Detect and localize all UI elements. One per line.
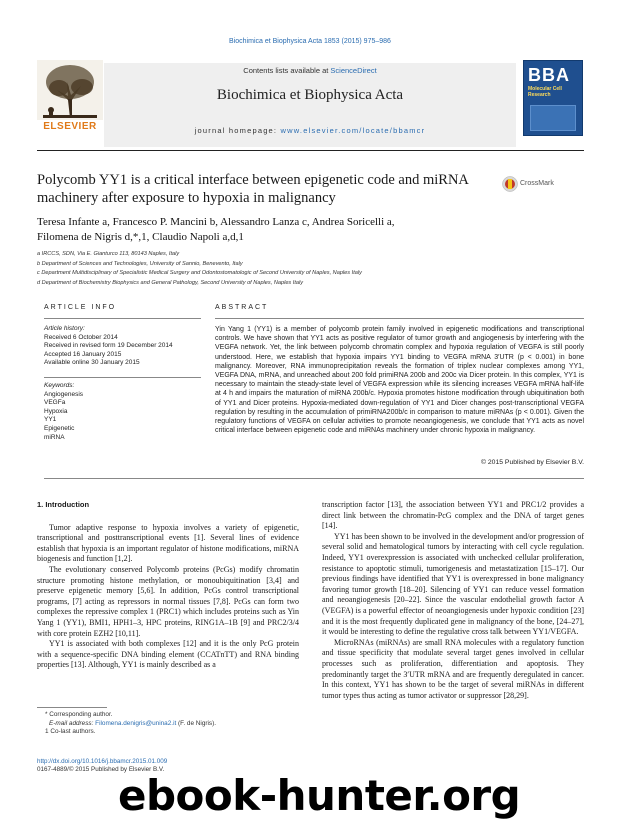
contents-line [104,66,516,75]
journal-cover-image [523,60,583,136]
history-item: Received 6 October 2014 [44,333,118,341]
authors-line: Teresa Infante a, Francesco P. Mancini b, Alessandro Lanza c, Andrea Soricelli a, [37,216,395,228]
keyword-item: VEGFa [44,399,66,407]
keyword-item: YY1 [44,416,57,424]
crossmark-label[interactable]: CrossMark [520,180,554,187]
affiliation-item: d Department of Biochemistry Biophysics and General Pathology, Second University of Naples, Naples Italy [37,279,304,286]
intro-heading: 1. Introduction [37,500,90,509]
history-label: Article history: [44,325,85,332]
affiliations [37,250,587,288]
abstract-text: Yin Yang 1 (YY1) is a member of polycomb protein family involved in epigenetic modifications and transcriptional controls. We have shown that YY1 acts as positive regulator of tumor growth and angiogenesis by interfering with the VEGFA network. Yet, the link between polycomb chromatin complex and hypoxia regulation of VEGFA is still poorly understood. Here, we establish that hypoxia impairs YY1 binding to VEGFA mRNA 3′UTR (p < 0.001) in bone malignancy. Moreover, RNA immunoprecipitation reveals the formation of triplex nuclear complexes among YY1, VEGFA DNA, mRNA, and unreached about 200 fold primiRNA 200b and 200c via Dicer protein. In this complex, YY1 is necessary to maintain the steady-state level of VEGFA expression while its silencing increases VEGFA mRNA half-life at 4 h and impairs the maturation of miRNA 200b/c. Hypoxia promotes histone modification through ubiquitination both of YY1 and Dicer proteins. Hypoxia-mediated down-regulation of YY1 and Dicer changes post-transcriptional VEGFA regulation by resulting in the accumulation of primiRNA200b/c in comparison to mature miRNAs (p < 0.001). Given the regulatory functions of VEGFA on cellular activities to promote neoangiogenesis, we conclude that YY1 acts as novel critical interface between epigenetic code and miRNAs machinery under chronic hypoxia in malignancy. [215,326,584,435]
elsevier-wordmark: ELSEVIER [43,121,97,132]
abstract-copyright: © 2015 Published by Elsevier B.V. [481,459,584,466]
history-item: Accepted 16 January 2015 [44,350,122,358]
sciencedirect-link[interactable]: ScienceDirect [330,66,377,75]
issn-line: 0167-4889/© 2015 Published by Elsevier B.V. [37,766,165,774]
footnotes [37,711,299,737]
right-column [322,500,584,701]
body-paragraph: transcription factor [13], the association between YY1 and PRC1/2 provides a direct link between the chromatin-PcG complex and the DNA of target genes [14]. [322,500,584,531]
abstract-bottom-rule [44,478,584,479]
article-info-heading: ARTICLE INFO [44,304,117,311]
homepage-prefix: journal homepage: [194,126,281,135]
cover-subtitle: Molecular Cell Research [528,86,562,98]
info-rule [44,318,201,319]
footnote-rule [37,707,107,708]
email-suffix: (F. de Nigris). [176,719,217,727]
keyword-item: miRNA [44,433,65,441]
article-history [44,325,204,368]
abstract-heading: ABSTRACT [215,304,269,311]
authors-line: Filomena de Nigris d,*,1, Claudio Napoli a,d,1 [37,231,244,243]
journal-homepage [104,126,516,135]
affiliation-item: c Department Multidisciplinary of Specialistic Medical Surgery and Odontostomatologic of Second University of Naples, Naples Italy [37,270,362,276]
abstract-rule [215,318,584,319]
email-note [37,720,299,729]
email-link[interactable]: Filomena.denigris@unina2.it [95,719,177,727]
author-list [37,215,507,245]
history-item: Received in revised form 19 December 2014 [44,342,173,350]
article-title: Polycomb YY1 is a critical interface between epigenetic code and miRNA machinery after exposure to hypoxia in malignancy [37,172,469,206]
affiliation-item: a IRCCS, SDN, Via E. Gianturco 113, 80143 Naples, Italy [37,251,180,257]
email-label: E-mail address: [49,719,96,727]
journal-citation[interactable]: Biochimica et Biophysica Acta 1853 (2015) 975–986 [229,38,391,45]
homepage-link[interactable]: www.elsevier.com/locate/bbamcr [280,126,426,135]
body-paragraph: Tumor adaptive response to hypoxia involves a variety of epigenetic, transcriptional and posttranscriptional events [1]. Several lines of evidence establish that hypoxia is an important regulator of histone modifications, miRNA biogenesis and function [1,2]. [37,522,299,564]
crossmark-icon[interactable] [502,176,518,192]
keyword-item: Angiogenesis [44,390,84,398]
corresponding-note: * Corresponding author. [45,711,113,718]
watermark-text: ebook-hunter.org [118,771,521,820]
left-column [37,500,299,671]
keywords-label: Keywords: [44,382,75,389]
header-rule [37,150,584,151]
doi-link[interactable]: http://dx.doi.org/10.1016/j.bbamcr.2015.01.009 [37,758,168,765]
history-rule [44,377,201,378]
body-paragraph: YY1 has been shown to be involved in the development and/or progression of several solid and hematological tumors by interacting with cell cycle regulation. Indeed, YY1 overexpression is associated with unchecked cellular proliferation, resistance to apoptotic stimuli, tumorigenesis and metastatization [15–17]. Our previous findings have identified that YY1 is overexpressed in bone malignancy favoring tumor growth [18–20]. Silencing of YY1 can reduce vessel formation and neoangiogenesis [20–22]. Since the vascular endothelial growth factor A (VEGFA) is a powerful effector of neoangiogenesis under hypoxic condition [23] and it is the most frequently duplicated gene in malignancy of the bone, [24–27], it would be interesting to define the regulative cross talk between YY1/VEGFA. [322,531,584,637]
keywords [44,382,204,442]
keyword-item: Epigenetic [44,424,75,432]
contents-prefix: Contents lists available at [243,66,331,75]
body-paragraph: YY1 is associated with both complexes [12] and it is the only PcG protein with a sequence-specific DNA binding element (CCATnTT) and RNA binding properties [13]. Although, YY1 is mainly described as a [37,639,299,670]
cover-letters: BBA [528,65,570,85]
history-item: Available online 30 January 2015 [44,359,140,367]
body-paragraph: MicroRNAs (miRNAs) are small RNA molecules with a regulatory function and tissue specificity that modulate several target genes involved in cellular processes such as proliferation, differentiation and apoptosis. They predominantly target the 3′UTR mRNA and are frequently deregulated in cancer. In this context, YY1 has shown to be the target of several miRNAs in different tumor types thus acting as tumor activator or suppressor [28,29]. [322,637,584,700]
journal-title: Biochimica et Biophysica Acta [216,87,404,103]
cover-art [530,105,576,131]
coauthor-note: 1 Co-last authors. [45,728,96,735]
body-paragraph: The evolutionary conserved Polycomb proteins (PcGs) modify chromatin structure promoting histone methylation, or monoubiquitination [3,4] and preserve epigenetic memory [5,6]. In addition, PcGs control transcriptional programs, [7] acting as repressors in normal tissues [7,8]. PcGs can form two complexes the repressive complex 1 (PRC1) which includes proteins such as Yin Yang 1 (YY1), BMI1, HPH1–3, HPC proteins, RING1A–1B [9] and PRC2/3/4 with core protein EZH2 [10,11]. [37,564,299,638]
keyword-item: Hypoxia [44,407,68,415]
affiliation-item: b Department of Sciences and Technologies, University of Sannio, Benevento, Italy [37,260,243,267]
